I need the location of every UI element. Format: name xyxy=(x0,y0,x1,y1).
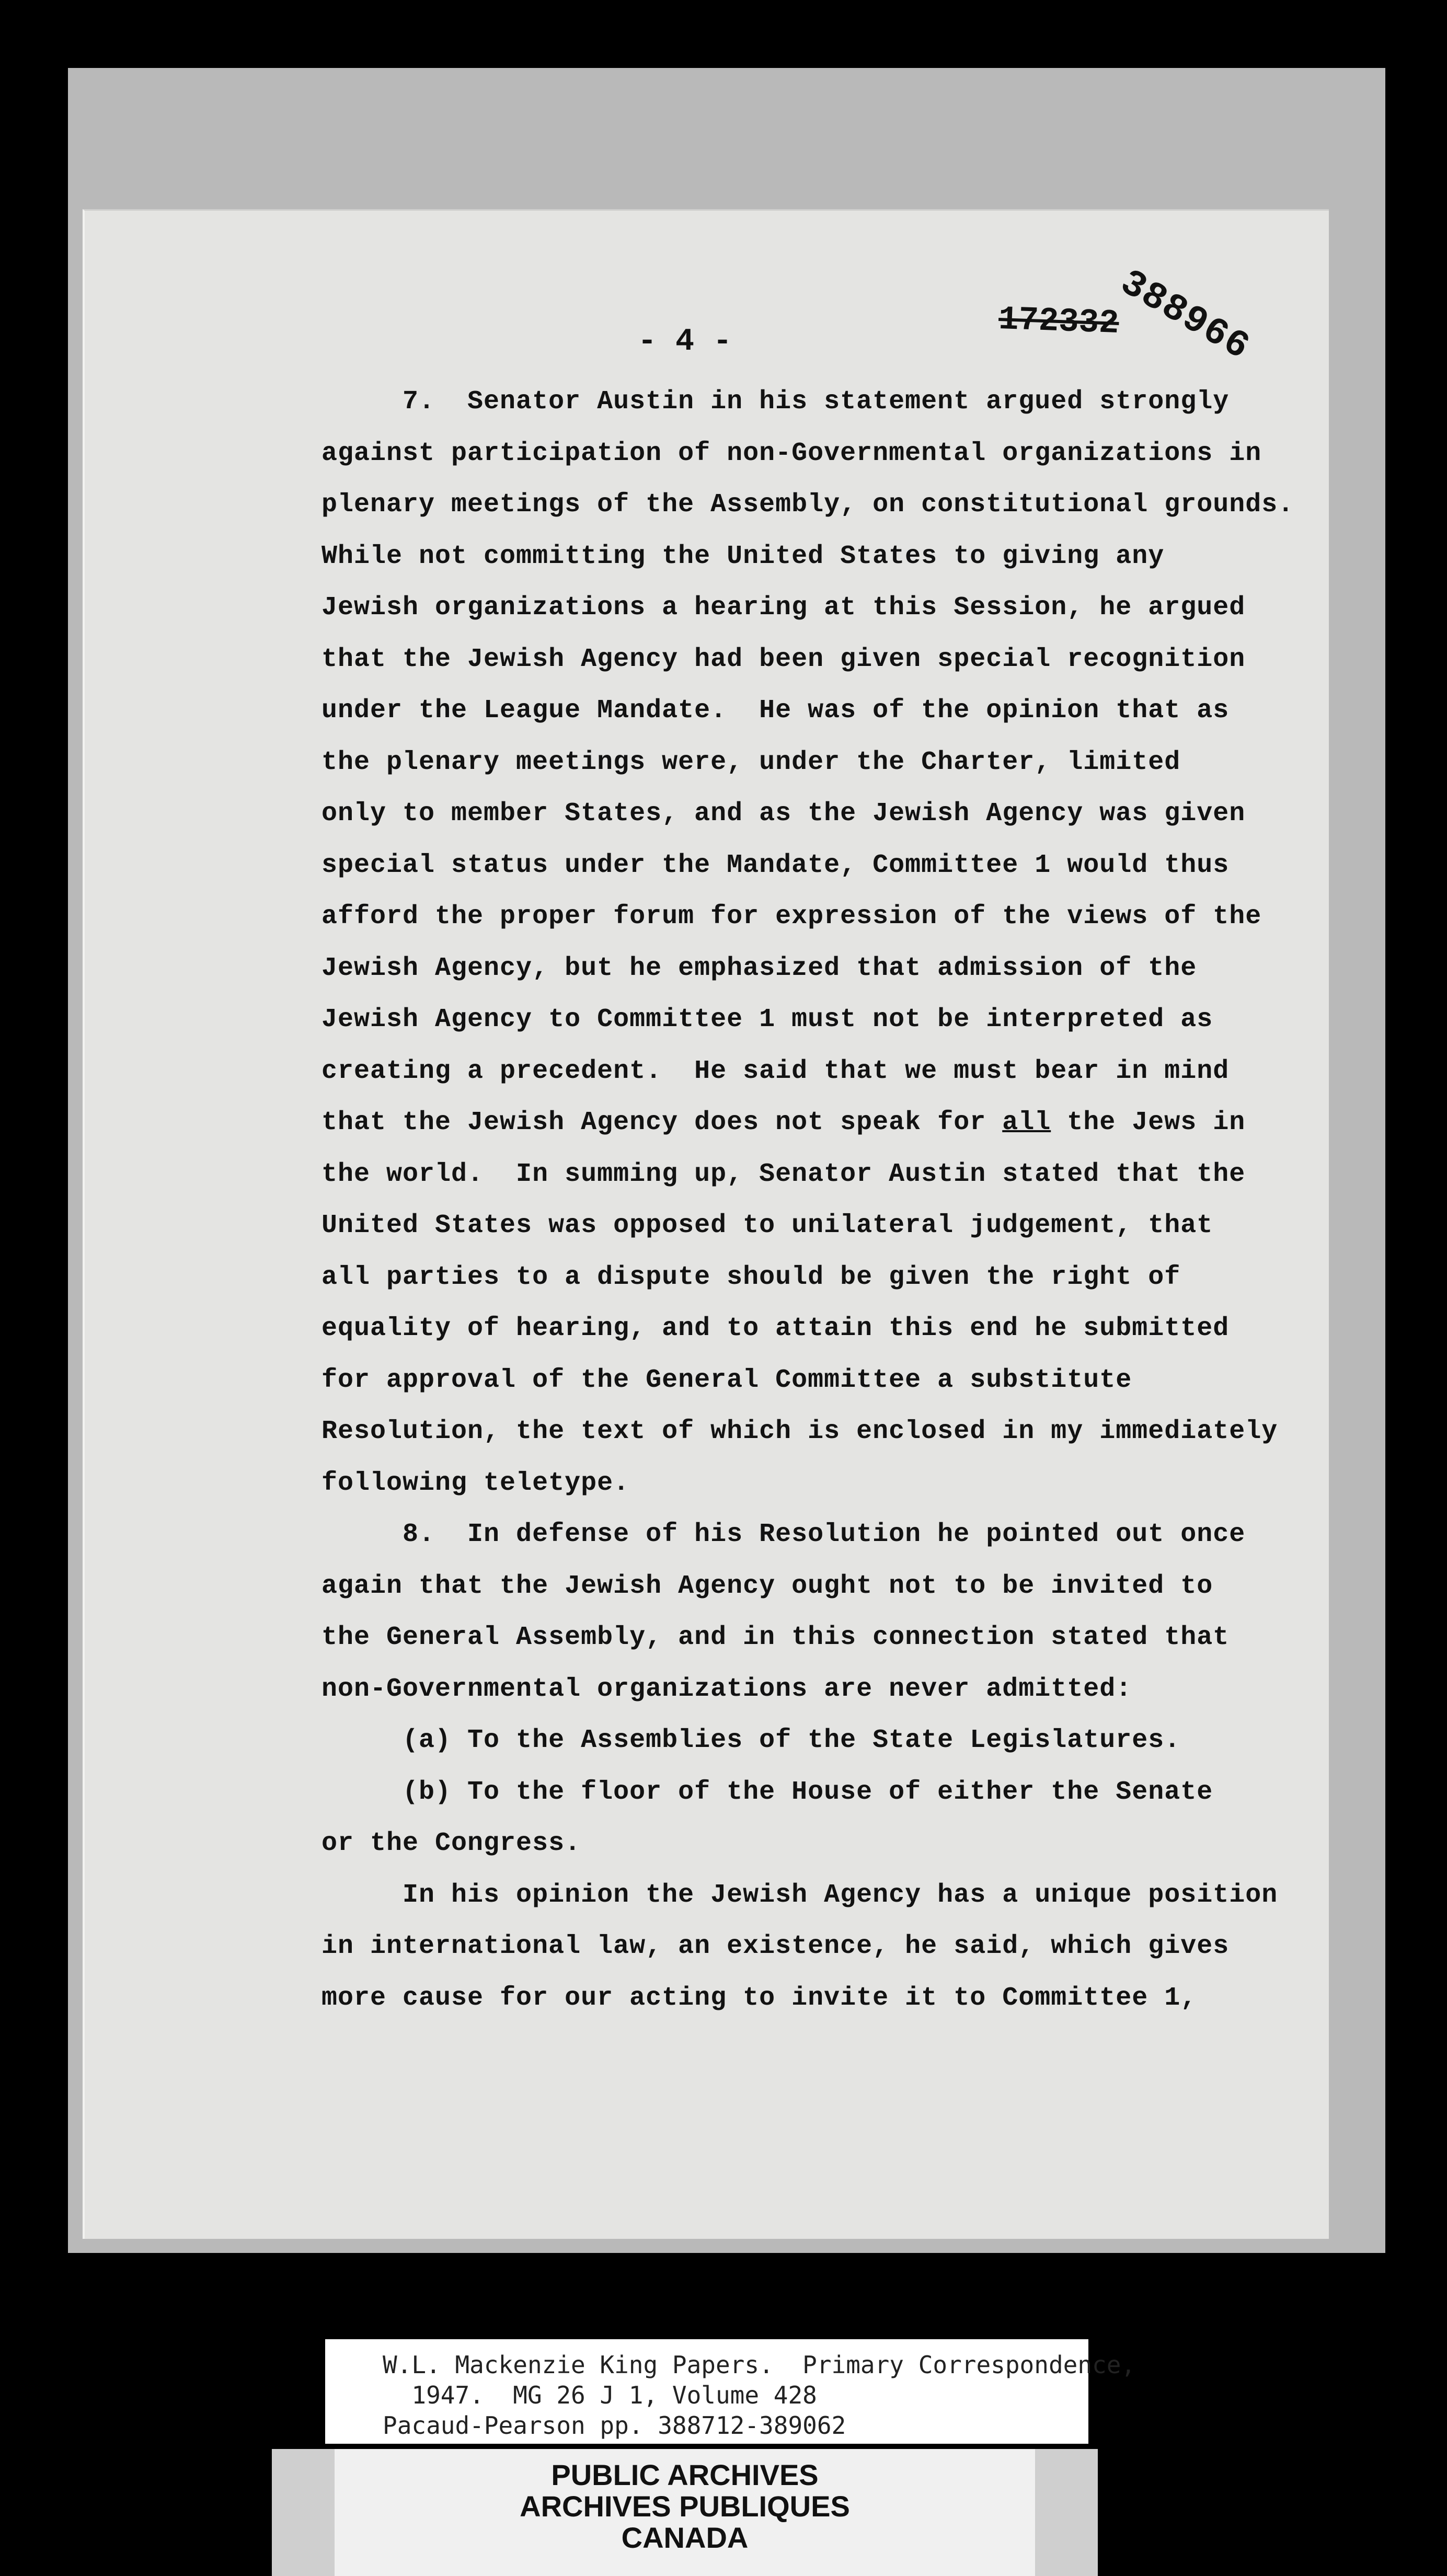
text-line: (a) To the Assemblies of the State Legislatures. xyxy=(321,1726,1181,1755)
text-line: following teletype. xyxy=(321,1468,630,1498)
citation-line-2: 1947. MG 26 J 1, Volume 428 xyxy=(383,2381,817,2409)
text-line: special status under the Mandate, Committee 1 would thus xyxy=(321,850,1230,880)
text-line: In his opinion the Jewish Agency has a unique position xyxy=(321,1880,1278,1910)
archives-label xyxy=(335,2449,1035,2576)
text-line: 7. Senator Austin in his statement argued strongly xyxy=(321,387,1230,417)
text-line: (b) To the floor of the House of either the Senate xyxy=(321,1777,1213,1807)
text-line: While not committing the United States to giving any xyxy=(321,541,1165,571)
text-line: all parties to a dispute should be given the right of xyxy=(321,1262,1181,1292)
underlined-word: all xyxy=(1002,1108,1051,1137)
text-line: non-Governmental organizations are never admitted: xyxy=(321,1674,1132,1704)
text-line: Jewish Agency, but he emphasized that admission of the xyxy=(321,953,1197,983)
citation-label xyxy=(325,2339,1136,2444)
text-line: afford the proper forum for expression of the views of the xyxy=(321,902,1262,932)
text-line: again that the Jewish Agency ought not to be invited to xyxy=(321,1571,1213,1601)
text-line-with-underline xyxy=(321,1097,1315,1149)
archive-number-stamp: 388966 xyxy=(1113,261,1257,370)
text-line: Jewish organizations a hearing at this Session, he argued xyxy=(321,593,1246,623)
text-line: in international law, an existence, he said, which gives xyxy=(321,1931,1230,1961)
citation-line-1: W.L. Mackenzie King Papers. Primary Correspondence, xyxy=(383,2351,1136,2379)
text-segment: that the Jewish Agency does not speak for xyxy=(321,1108,1003,1137)
text-line: the world. In summing up, Senator Austin stated that the xyxy=(321,1159,1246,1189)
typewritten-body xyxy=(321,376,1315,2024)
text-line: 8. In defense of his Resolution he pointed out once xyxy=(321,1520,1246,1549)
text-line: Resolution, the text of which is enclosed in my immediately xyxy=(321,1417,1278,1446)
old-archive-number-stamp: 172332 xyxy=(997,301,1120,343)
text-line: against participation of non-Governmental organizations in xyxy=(321,438,1262,468)
archives-line-3: CANADA xyxy=(621,2521,749,2554)
text-line: United States was opposed to unilateral judgement, that xyxy=(321,1211,1213,1240)
text-line: under the League Mandate. He was of the opinion that as xyxy=(321,696,1230,726)
page-number: - 4 - xyxy=(638,324,732,360)
text-line: that the Jewish Agency had been given special recognition xyxy=(321,644,1246,674)
text-line: creating a precedent. He said that we must bear in mind xyxy=(321,1056,1230,1086)
text-line: equality of hearing, and to attain this end he submitted xyxy=(321,1314,1230,1343)
text-segment: the Jews in xyxy=(1051,1108,1246,1137)
citation-line-3: Pacaud-Pearson pp. 388712-389062 xyxy=(383,2411,846,2440)
text-line: the General Assembly, and in this connection stated that xyxy=(321,1623,1230,1652)
archives-line-2: ARCHIVES PUBLIQUES xyxy=(520,2490,850,2523)
text-line: or the Congress. xyxy=(321,1828,581,1858)
text-line: for approval of the General Committee a substitute xyxy=(321,1365,1132,1395)
archives-stamp-strip xyxy=(272,2449,1098,2576)
text-line: more cause for our acting to invite it to Committee 1, xyxy=(321,1983,1197,2013)
text-line: only to member States, and as the Jewish Agency was given xyxy=(321,799,1246,829)
text-line: the plenary meetings were, under the Charter, limited xyxy=(321,747,1181,777)
text-line: Jewish Agency to Committee 1 must not be interpreted as xyxy=(321,1005,1213,1034)
archives-line-1: PUBLIC ARCHIVES xyxy=(551,2458,819,2491)
text-line: plenary meetings of the Assembly, on constitutional grounds. xyxy=(321,490,1294,520)
